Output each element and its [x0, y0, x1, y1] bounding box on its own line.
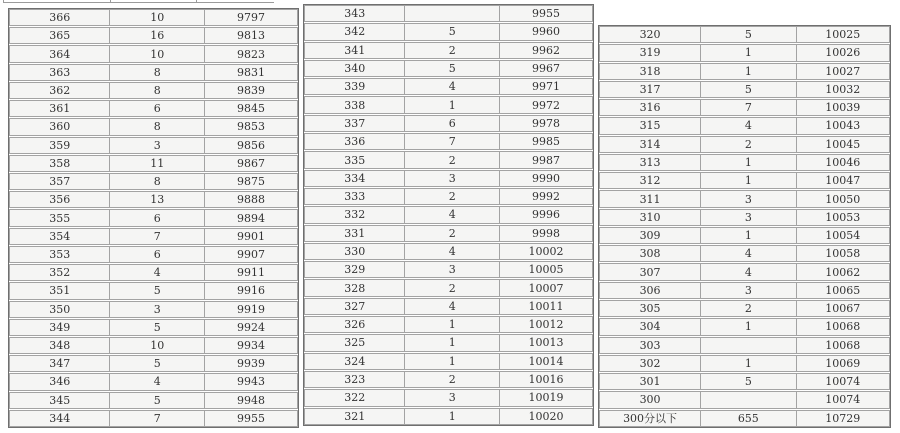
table-row [9, 100, 298, 117]
table-row [599, 263, 890, 280]
count-cell: 2 [405, 43, 500, 58]
table-row [9, 173, 298, 190]
count-cell: 6 [110, 247, 205, 262]
count-cell: 10 [110, 338, 205, 353]
count-cell: 2 [405, 280, 500, 295]
score-table-left [8, 8, 299, 428]
table-row [599, 282, 890, 299]
cropped-row-border-tick [3, 0, 4, 3]
score-cell: 300 [600, 392, 701, 407]
table-row [599, 136, 890, 153]
cumulative-cell: 9845 [237, 102, 266, 116]
table-row [304, 408, 593, 425]
score-cell: 324 [305, 354, 405, 369]
count-cell: 1 [701, 228, 796, 243]
cumulative-cell: 10007 [528, 281, 564, 295]
score-cell: 330 [305, 244, 405, 259]
score-cell: 309 [600, 228, 701, 243]
score-table-middle [303, 4, 594, 426]
table-row [304, 334, 593, 351]
table-row [599, 355, 890, 372]
cumulative-cell: 9960 [532, 25, 561, 39]
table-row [304, 206, 593, 223]
score-cell: 343 [305, 6, 405, 21]
cumulative-cell: 9907 [237, 247, 266, 261]
score-cell: 364 [10, 46, 110, 61]
cumulative-cell: 10074 [825, 375, 861, 389]
table-row [599, 99, 890, 116]
table-row [599, 391, 890, 408]
count-cell: 6 [110, 101, 205, 116]
cumulative-cell: 9894 [237, 211, 266, 225]
score-cell: 351 [10, 283, 110, 298]
table-row [599, 373, 890, 390]
score-cell: 334 [305, 171, 405, 186]
table-row [9, 373, 298, 390]
table-row [599, 26, 890, 43]
cumulative-cell: 9955 [237, 411, 266, 425]
score-cell: 321 [305, 409, 405, 424]
score-cell: 312 [600, 173, 701, 188]
score-cell: 313 [600, 155, 701, 170]
table-row [599, 337, 890, 354]
cumulative-cell: 9853 [237, 120, 266, 134]
table-row [599, 245, 890, 262]
table-row [304, 151, 593, 168]
table-row [304, 96, 593, 113]
table-row [304, 115, 593, 132]
table-row [304, 170, 593, 187]
count-cell: 1 [405, 97, 500, 112]
count-cell: 1 [405, 409, 500, 424]
score-cell: 346 [10, 374, 110, 389]
score-cell: 360 [10, 119, 110, 134]
cumulative-cell: 10005 [528, 263, 564, 277]
cumulative-cell: 9934 [237, 339, 266, 353]
cumulative-cell: 10062 [825, 265, 861, 279]
cumulative-cell: 10068 [825, 320, 861, 334]
cumulative-cell: 10013 [528, 336, 564, 350]
cumulative-cell: 10046 [825, 155, 861, 169]
score-cell: 359 [10, 138, 110, 153]
score-cell: 331 [305, 226, 405, 241]
score-cell: 314 [600, 137, 701, 152]
table-row [304, 23, 593, 40]
count-cell: 4 [701, 118, 796, 133]
score-cell: 303 [600, 338, 701, 353]
score-cell: 353 [10, 247, 110, 262]
cumulative-cell: 10074 [825, 393, 861, 407]
cumulative-cell: 9939 [237, 357, 266, 371]
cumulative-cell: 9972 [532, 98, 561, 112]
count-cell: 5 [405, 61, 500, 76]
count-cell: 4 [405, 79, 500, 94]
cumulative-cell: 9948 [237, 393, 266, 407]
cumulative-cell: 9985 [532, 135, 561, 149]
table-row [9, 209, 298, 226]
score-cell: 348 [10, 338, 110, 353]
score-cell: 315 [600, 118, 701, 133]
count-cell: 3 [405, 262, 500, 277]
count-cell: 7 [701, 100, 796, 115]
count-cell: 5 [701, 374, 796, 389]
cumulative-cell: 10016 [528, 373, 564, 387]
count-cell: 1 [405, 354, 500, 369]
score-cell: 338 [305, 97, 405, 112]
count-cell: 8 [110, 119, 205, 134]
count-cell: 4 [405, 244, 500, 259]
table-row [304, 261, 593, 278]
score-cell: 363 [10, 65, 110, 80]
table-row [304, 316, 593, 333]
table-row [304, 78, 593, 95]
count-cell: 5 [110, 393, 205, 408]
score-cell: 342 [305, 24, 405, 39]
score-cell: 316 [600, 100, 701, 115]
table-row [9, 27, 298, 44]
count-cell: 1 [405, 317, 500, 332]
score-cell: 323 [305, 372, 405, 387]
cumulative-cell: 9797 [237, 11, 266, 25]
count-cell: 5 [701, 27, 796, 42]
cumulative-cell: 10027 [825, 64, 861, 78]
score-cell: 301 [600, 374, 701, 389]
cumulative-cell: 9955 [532, 7, 561, 21]
count-cell: 1 [701, 64, 796, 79]
count-cell: 4 [405, 207, 500, 222]
count-cell: 3 [701, 283, 796, 298]
score-cell: 326 [305, 317, 405, 332]
table-row [9, 264, 298, 281]
count-cell: 5 [110, 356, 205, 371]
score-cell: 311 [600, 191, 701, 206]
table-row [9, 410, 298, 427]
cumulative-cell: 10050 [825, 192, 861, 206]
table-row [304, 298, 593, 315]
score-cell: 322 [305, 390, 405, 405]
count-cell: 1 [701, 173, 796, 188]
cumulative-cell: 10012 [528, 318, 564, 332]
cumulative-cell: 10067 [825, 302, 861, 316]
score-cell: 306 [600, 283, 701, 298]
count-cell: 4 [701, 246, 796, 261]
cumulative-cell: 10043 [825, 119, 861, 133]
count-cell: 8 [110, 83, 205, 98]
cumulative-cell: 10020 [528, 409, 564, 423]
cropped-row-border-tick [110, 0, 111, 3]
table-row [304, 279, 593, 296]
count-cell: 13 [110, 192, 205, 207]
score-cell: 349 [10, 320, 110, 335]
cumulative-cell: 9992 [532, 190, 561, 204]
cumulative-cell: 9856 [237, 138, 266, 152]
table-row [9, 9, 298, 26]
cumulative-cell: 10054 [825, 229, 861, 243]
table-row [599, 117, 890, 134]
cumulative-cell: 10065 [825, 283, 861, 297]
count-cell: 5 [110, 320, 205, 335]
cumulative-cell: 9901 [237, 229, 266, 243]
score-cell: 354 [10, 229, 110, 244]
count-cell: 6 [110, 210, 205, 225]
table-row [9, 246, 298, 263]
cumulative-cell: 10053 [825, 210, 861, 224]
table-row [599, 227, 890, 244]
score-cell: 300分以下 [600, 411, 701, 426]
score-cell: 355 [10, 210, 110, 225]
count-cell: 3 [110, 302, 205, 317]
table-row [599, 190, 890, 207]
count-cell: 2 [405, 372, 500, 387]
score-cell: 356 [10, 192, 110, 207]
cumulative-cell: 10002 [528, 245, 564, 258]
score-cell: 304 [600, 319, 701, 334]
table-row [9, 64, 298, 81]
table-row [304, 225, 593, 242]
cumulative-cell: 10069 [825, 356, 861, 370]
count-cell: 4 [110, 265, 205, 280]
table-row [599, 63, 890, 80]
count-cell: 3 [701, 210, 796, 225]
table-row [304, 389, 593, 406]
score-cell: 365 [10, 28, 110, 43]
table-row [9, 155, 298, 172]
score-cell: 327 [305, 299, 405, 314]
count-cell: 4 [405, 299, 500, 314]
count-cell: 1 [701, 45, 796, 60]
count-cell: 8 [110, 65, 205, 80]
score-cell: 366 [10, 10, 110, 25]
cumulative-cell: 9962 [532, 43, 561, 57]
count-cell: 7 [110, 229, 205, 244]
cropped-row-border-tick [196, 0, 197, 3]
count-cell: 5 [405, 24, 500, 39]
cumulative-cell: 9998 [532, 226, 561, 240]
table-row [9, 191, 298, 208]
cumulative-cell: 10045 [825, 137, 861, 151]
count-cell: 1 [701, 319, 796, 334]
score-cell: 325 [305, 335, 405, 350]
count-cell: 3 [405, 390, 500, 405]
count-cell: 11 [110, 156, 205, 171]
cumulative-cell: 10039 [825, 101, 861, 115]
score-cell: 302 [600, 356, 701, 371]
score-cell: 333 [305, 189, 405, 204]
count-cell: 3 [701, 191, 796, 206]
count-cell: 10 [110, 10, 205, 25]
count-cell: 6 [405, 116, 500, 131]
count-cell: 1 [701, 155, 796, 170]
cumulative-cell: 10068 [825, 338, 861, 352]
count-cell: 2 [405, 226, 500, 241]
count-cell: 3 [110, 138, 205, 153]
cumulative-cell: 9875 [237, 175, 266, 189]
table-row [599, 318, 890, 335]
count-cell: 8 [110, 174, 205, 189]
count-cell: 2 [405, 152, 500, 167]
score-cell: 328 [305, 280, 405, 295]
cumulative-cell: 9888 [237, 193, 266, 207]
cumulative-cell: 10014 [528, 354, 564, 368]
cumulative-cell: 9823 [237, 47, 266, 61]
count-cell: 2 [405, 189, 500, 204]
count-cell: 16 [110, 28, 205, 43]
score-cell: 332 [305, 207, 405, 222]
table-row [304, 42, 593, 59]
table-row [9, 228, 298, 245]
table-row [9, 137, 298, 154]
cumulative-cell: 9990 [532, 171, 561, 185]
score-cell: 318 [600, 64, 701, 79]
cumulative-cell: 9916 [237, 284, 266, 298]
score-cell: 320 [600, 27, 701, 42]
cumulative-cell: 9978 [532, 116, 561, 130]
count-cell [701, 392, 796, 407]
table-row [599, 410, 890, 427]
score-cell: 352 [10, 265, 110, 280]
table-row [9, 301, 298, 318]
score-cell: 345 [10, 393, 110, 408]
table-row [599, 300, 890, 317]
count-cell: 7 [405, 134, 500, 149]
table-row [9, 355, 298, 372]
table-row [304, 60, 593, 77]
table-row [599, 44, 890, 61]
score-table-right [598, 25, 891, 428]
count-cell: 4 [110, 374, 205, 389]
score-cell: 358 [10, 156, 110, 171]
cumulative-cell: 10729 [825, 411, 861, 425]
cumulative-cell: 9943 [237, 375, 266, 389]
cumulative-cell: 9971 [532, 80, 561, 94]
score-cell: 337 [305, 116, 405, 131]
table-row [304, 133, 593, 150]
count-cell [405, 6, 500, 21]
table-row [9, 45, 298, 62]
count-cell: 2 [701, 301, 796, 316]
score-cell: 305 [600, 301, 701, 316]
cumulative-cell: 9911 [237, 266, 266, 280]
score-cell: 335 [305, 152, 405, 167]
score-cell: 339 [305, 79, 405, 94]
cropped-row-bottom-line [3, 2, 274, 3]
table-row [599, 209, 890, 226]
table-row [304, 353, 593, 370]
score-cell: 344 [10, 411, 110, 426]
table-row [9, 337, 298, 354]
count-cell: 5 [110, 283, 205, 298]
count-cell: 4 [701, 264, 796, 279]
cumulative-cell: 9831 [237, 65, 266, 79]
table-row [599, 172, 890, 189]
table-row [9, 392, 298, 409]
table-row [9, 319, 298, 336]
table-row [304, 188, 593, 205]
cumulative-cell: 9967 [532, 62, 561, 76]
table-row [9, 82, 298, 99]
cumulative-cell: 9924 [237, 320, 266, 334]
score-cell: 307 [600, 264, 701, 279]
cumulative-cell: 9813 [237, 29, 266, 43]
cumulative-cell: 10047 [825, 174, 861, 188]
score-cell: 341 [305, 43, 405, 58]
cumulative-cell: 9987 [532, 153, 561, 167]
table-row [599, 154, 890, 171]
count-cell: 10 [110, 46, 205, 61]
cumulative-cell: 9919 [237, 302, 266, 316]
score-cell: 357 [10, 174, 110, 189]
score-cell: 362 [10, 83, 110, 98]
count-cell: 1 [405, 335, 500, 350]
table-row [599, 81, 890, 98]
table-row [9, 118, 298, 135]
score-cell: 347 [10, 356, 110, 371]
cumulative-cell: 10026 [825, 46, 861, 60]
score-cell: 329 [305, 262, 405, 277]
score-cell: 319 [600, 45, 701, 60]
score-cell: 317 [600, 82, 701, 97]
table-row [304, 5, 593, 22]
count-cell: 2 [701, 137, 796, 152]
cumulative-cell: 10058 [825, 247, 861, 261]
cumulative-cell: 10025 [825, 28, 861, 42]
cumulative-cell: 10011 [528, 299, 564, 313]
count-cell: 5 [701, 82, 796, 97]
score-cell: 361 [10, 101, 110, 116]
table-row [304, 243, 593, 260]
count-cell: 7 [110, 411, 205, 426]
cumulative-cell: 9867 [237, 156, 266, 170]
table-row [9, 282, 298, 299]
table-row [304, 371, 593, 388]
score-cell: 340 [305, 61, 405, 76]
cumulative-cell: 10019 [528, 391, 564, 405]
cumulative-cell: 9839 [237, 83, 266, 97]
score-cell: 310 [600, 210, 701, 225]
count-cell: 3 [405, 171, 500, 186]
count-cell [701, 338, 796, 353]
count-cell: 655 [701, 411, 796, 426]
score-cell: 336 [305, 134, 405, 149]
cumulative-cell: 10032 [825, 82, 861, 96]
score-cell: 350 [10, 302, 110, 317]
score-cell: 308 [600, 246, 701, 261]
count-cell: 1 [701, 356, 796, 371]
cumulative-cell: 9996 [532, 208, 561, 222]
